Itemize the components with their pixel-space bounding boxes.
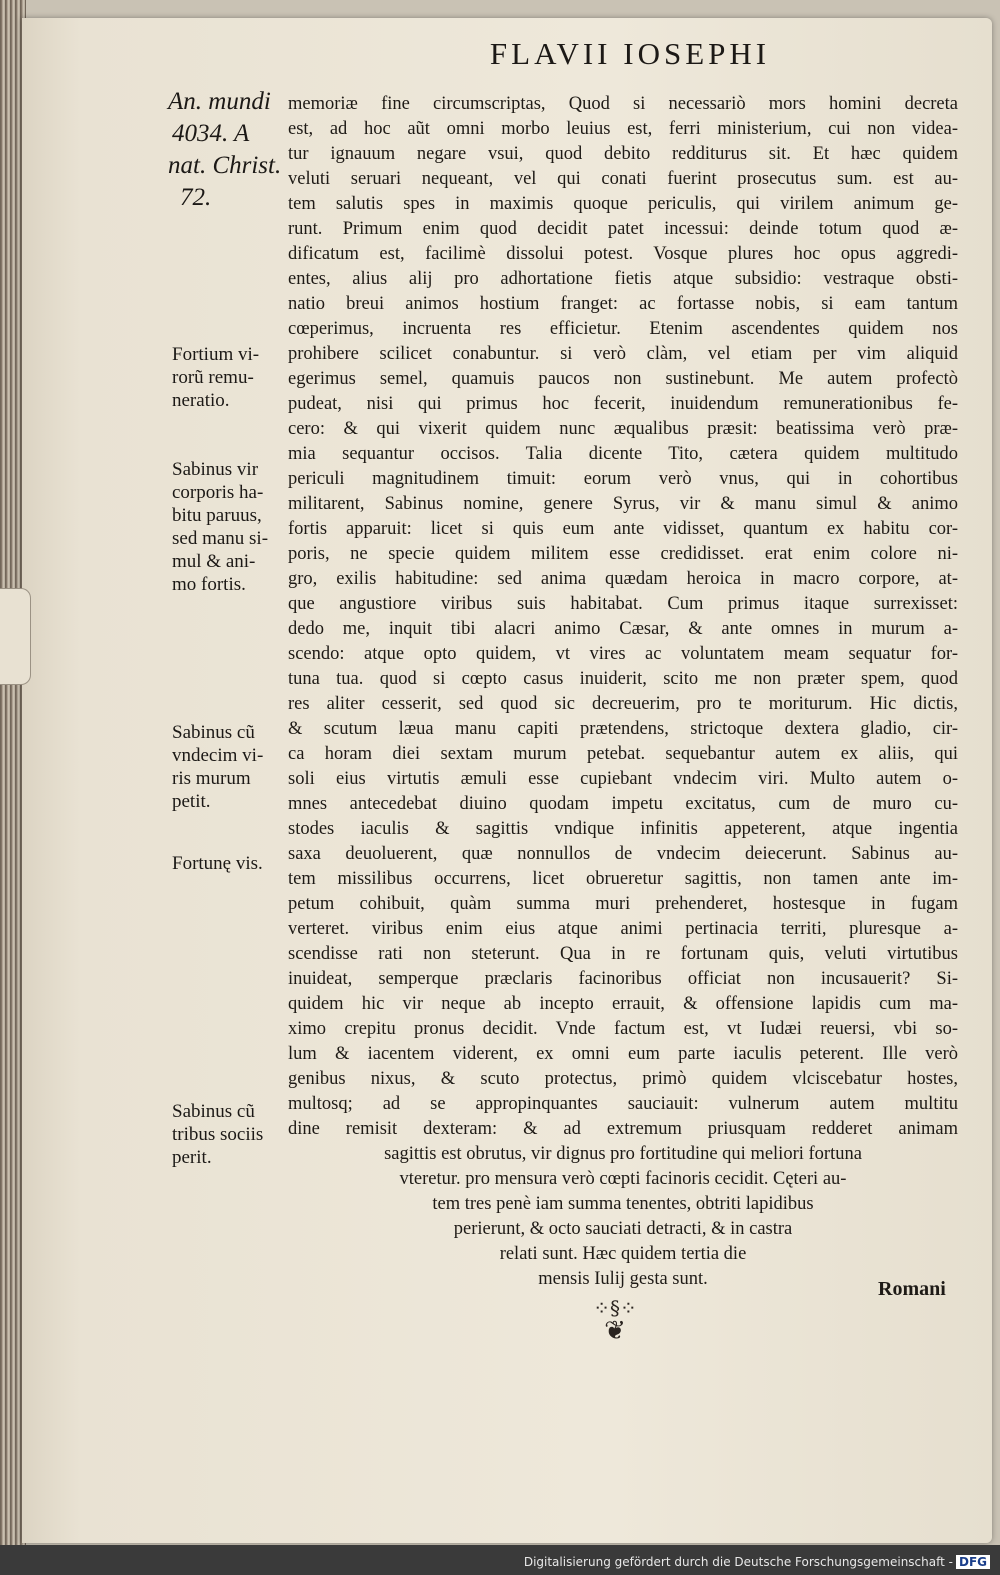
text-line: scendo: atque opto quidem, vt vires ac voluntatem meam sequatur for- bbox=[288, 644, 958, 664]
text-line: egerimus semel, quamuis paucos non sustinebunt. Me autem profectò bbox=[288, 369, 958, 389]
running-head: FLAVII IOSEPHI bbox=[489, 36, 771, 71]
ornament-line: ⁘§⁘ bbox=[593, 1296, 637, 1320]
text-line: cero: & qui vixerit quidem nunc æqualibus præsit: beatissima verò præ- bbox=[288, 419, 958, 439]
text-line: fortis apparuit: licet si quis eum ante vidisset, quantum ex habitu cor- bbox=[288, 519, 958, 539]
text-line: veluti seruari nequeant, vel qui conati fuerint prosecutus sum. est au- bbox=[288, 169, 958, 189]
tapered-text-block bbox=[288, 1142, 958, 1292]
main-text-block bbox=[288, 92, 958, 1142]
text-line: militarent, Sabinus nomine, genere Syrus, vir & manu simul & animo bbox=[288, 494, 958, 514]
text-line: mia sequantur occisos. Talia dicente Tito, cætera quidem multitudo bbox=[288, 444, 958, 464]
text-line: tuna tua. quod si cœpto casus inuiderit, scito me non præter spem, quod bbox=[288, 669, 958, 689]
marginal-note-line: vndecim vi- bbox=[172, 745, 264, 766]
text-line: que angustiore viribus suis habitabat. Cum primus itaque surrexisset: bbox=[288, 594, 958, 614]
catchword: Romani bbox=[878, 1278, 946, 1300]
text-line: dificatum est, facilimè dissolui potest. Vosque plures hoc opus aggredi- bbox=[288, 244, 958, 264]
text-line: gro, exilis habitudine: sed anima quædam heroica in macro corpore, at- bbox=[288, 569, 958, 589]
text-line: mensis Iulij gesta sunt. bbox=[538, 1269, 708, 1289]
marginal-note-line: Fortunę vis. bbox=[172, 853, 263, 874]
text-line: est, ad hoc aũt omni morbo leuius est, ferri ministerium, cui non videa- bbox=[288, 119, 958, 139]
dfg-logo: DFG bbox=[956, 1555, 990, 1569]
marginal-note-line: bitu paruus, bbox=[172, 505, 262, 526]
marginal-note-line: Fortium vi- bbox=[172, 344, 260, 365]
text-line: lum & iacentem viderent, ex omni eum parte iaculis peterent. Ille verò bbox=[288, 1044, 958, 1064]
marginal-note-line: Sabinus cũ bbox=[172, 1101, 255, 1122]
text-line: mnes antecedebat diuino quodam impetu excitatus, cum de muro cu- bbox=[288, 794, 958, 814]
fleuron-ornament bbox=[575, 1296, 655, 1346]
text-line: & scutum læua manu capiti prætendens, strictoque dextera gladio, cir- bbox=[288, 719, 958, 739]
text-line: runt. Primum enim quod decidit patet incessui: deinde totum quod æ- bbox=[288, 219, 958, 239]
text-line: quidem hic vir neque ab incepto errauit, & offensione lapidis cum ma- bbox=[288, 994, 958, 1014]
marginal-note bbox=[172, 343, 292, 412]
digitization-credit bbox=[524, 1555, 990, 1569]
year-note-line: 4034. A bbox=[172, 120, 250, 147]
marginal-note-line: corporis ha- bbox=[172, 482, 264, 503]
text-line: entes, alius alij pro adhortatione fietis atque subsidio: vestraque obsti- bbox=[288, 269, 958, 289]
text-line: petum cohibuit, quàm summa muri prehenderet, hostesque in fugam bbox=[288, 894, 958, 914]
marginal-note-line: perit. bbox=[172, 1147, 212, 1168]
marginal-note bbox=[172, 721, 292, 813]
text-line: sagittis est obrutus, vir dignus pro fortitudine qui meliori fortuna bbox=[384, 1144, 862, 1164]
text-line: verteret. viribus enim eius atque animi pertinacia territi, pluresque a- bbox=[288, 919, 958, 939]
year-note-line: nat. Christ. bbox=[168, 152, 282, 179]
text-line: pudeat, nisi qui primus hoc fecerit, inuidendum remunerationibus fe- bbox=[288, 394, 958, 414]
text-line: memoriæ fine circumscriptas, Quod si necessariò mors homini decreta bbox=[288, 94, 958, 114]
marginal-note bbox=[172, 458, 292, 596]
text-line: soli eius virtutis æmuli esse cupiebant vndecim viri. Multo autem o- bbox=[288, 769, 958, 789]
text-line: dedo me, inquit tibi alacri animo Cæsar, & ante omnes in murum a- bbox=[288, 619, 958, 639]
text-line: ca horam diei sextam murum petebat. sequebantur autem ex aliis, qui bbox=[288, 744, 958, 764]
text-line: perierunt, & octo sauciati detracti, & in castra bbox=[453, 1219, 793, 1239]
text-line: scendisse rati non steterunt. Qua in re fortunam quis, veluti virtutibus bbox=[288, 944, 958, 964]
year-note-line: An. mundi bbox=[168, 88, 271, 115]
marginal-note-line: rorũ remu- bbox=[172, 367, 254, 388]
text-line: cœperimus, incruenta res efficietur. Etenim ascendentes quidem nos bbox=[288, 319, 958, 339]
text-line: ximo crepitu pronus decidit. Vnde factum est, vt Iudæi reuersi, vbi so- bbox=[288, 1019, 958, 1039]
text-line: multosq; ad se appropinquantes sauciauit: vulnerum autem multitu bbox=[288, 1094, 958, 1114]
text-line: tur ignauum negare vsui, quod debito redditurus sit. Et hæc quidem bbox=[288, 144, 958, 164]
text-line: vteretur. pro mensura verò cœpti facinoris cecidit. Cęteri au- bbox=[399, 1169, 847, 1189]
leaf-icon: ❦ bbox=[604, 1316, 626, 1346]
marginal-note-line: petit. bbox=[172, 791, 211, 812]
text-line: periculi magnitudinem timuit: eorum verò vnus, qui in cohortibus bbox=[288, 469, 958, 489]
text-line: relati sunt. Hæc quidem tertia die bbox=[499, 1244, 747, 1264]
marginal-note-line: Sabinus vir bbox=[172, 459, 259, 480]
text-line: poris, ne specie quidem militem esse credidisset. erat enim colore ni- bbox=[288, 544, 958, 564]
marginal-note-line: sed manu si- bbox=[172, 528, 269, 549]
marginal-note bbox=[172, 852, 297, 875]
text-line: tem salutis spes in maximis quoque periculis, qui virilem animum ge- bbox=[288, 194, 958, 214]
text-line: dine remisit dexteram: & ad extremum priusquam redderet animam bbox=[288, 1119, 958, 1139]
marginal-note-line: tribus sociis bbox=[172, 1124, 264, 1145]
year-note-line: 72. bbox=[180, 184, 212, 211]
text-line: tem tres penè iam summa tenentes, obtriti lapidibus bbox=[432, 1194, 814, 1214]
text-line: genibus nixus, & scuto protectus, primò quidem vlciscebatur hostes, bbox=[288, 1069, 958, 1089]
text-line: natio breui animos hostium franget: ac fortasse nobis, si eam tantum bbox=[288, 294, 958, 314]
marginal-note-line: mul & ani- bbox=[172, 551, 256, 572]
page-tab-marker bbox=[0, 588, 31, 685]
year-note bbox=[168, 86, 293, 214]
text-line: res aliter cesserit, sed quod sic decreuerim, pro te moriturum. Hic dictis, bbox=[288, 694, 958, 714]
credit-text: Digitalisierung gefördert durch die Deutsche Forschungsgemeinschaft - bbox=[523, 1555, 953, 1569]
text-line: tem missilibus occurrens, licet obrueretur sagittis, non tamen ante im- bbox=[288, 869, 958, 889]
text-line: saxa deuoluerent, quæ nonnullos de vndecim deiecerunt. Sabinus au- bbox=[288, 844, 958, 864]
marginal-note-line: Sabinus cũ bbox=[172, 722, 255, 743]
text-line: stodes iaculis & sagittis vndique infinitis appeterent, atque ingentia bbox=[288, 819, 958, 839]
marginal-note-line: ris murum bbox=[172, 768, 251, 789]
marginal-note-line: mo fortis. bbox=[172, 574, 246, 595]
footer-bar bbox=[0, 1545, 1000, 1575]
marginal-note-line: neratio. bbox=[172, 390, 230, 411]
marginal-note bbox=[172, 1100, 292, 1169]
text-line: prohibere scilicet conabuntur. si verò clàm, vel etiam per vim aliquid bbox=[288, 344, 958, 364]
text-line: inuideat, semperque præclaris facinoribus officiat non incusauerit? Si- bbox=[288, 969, 958, 989]
